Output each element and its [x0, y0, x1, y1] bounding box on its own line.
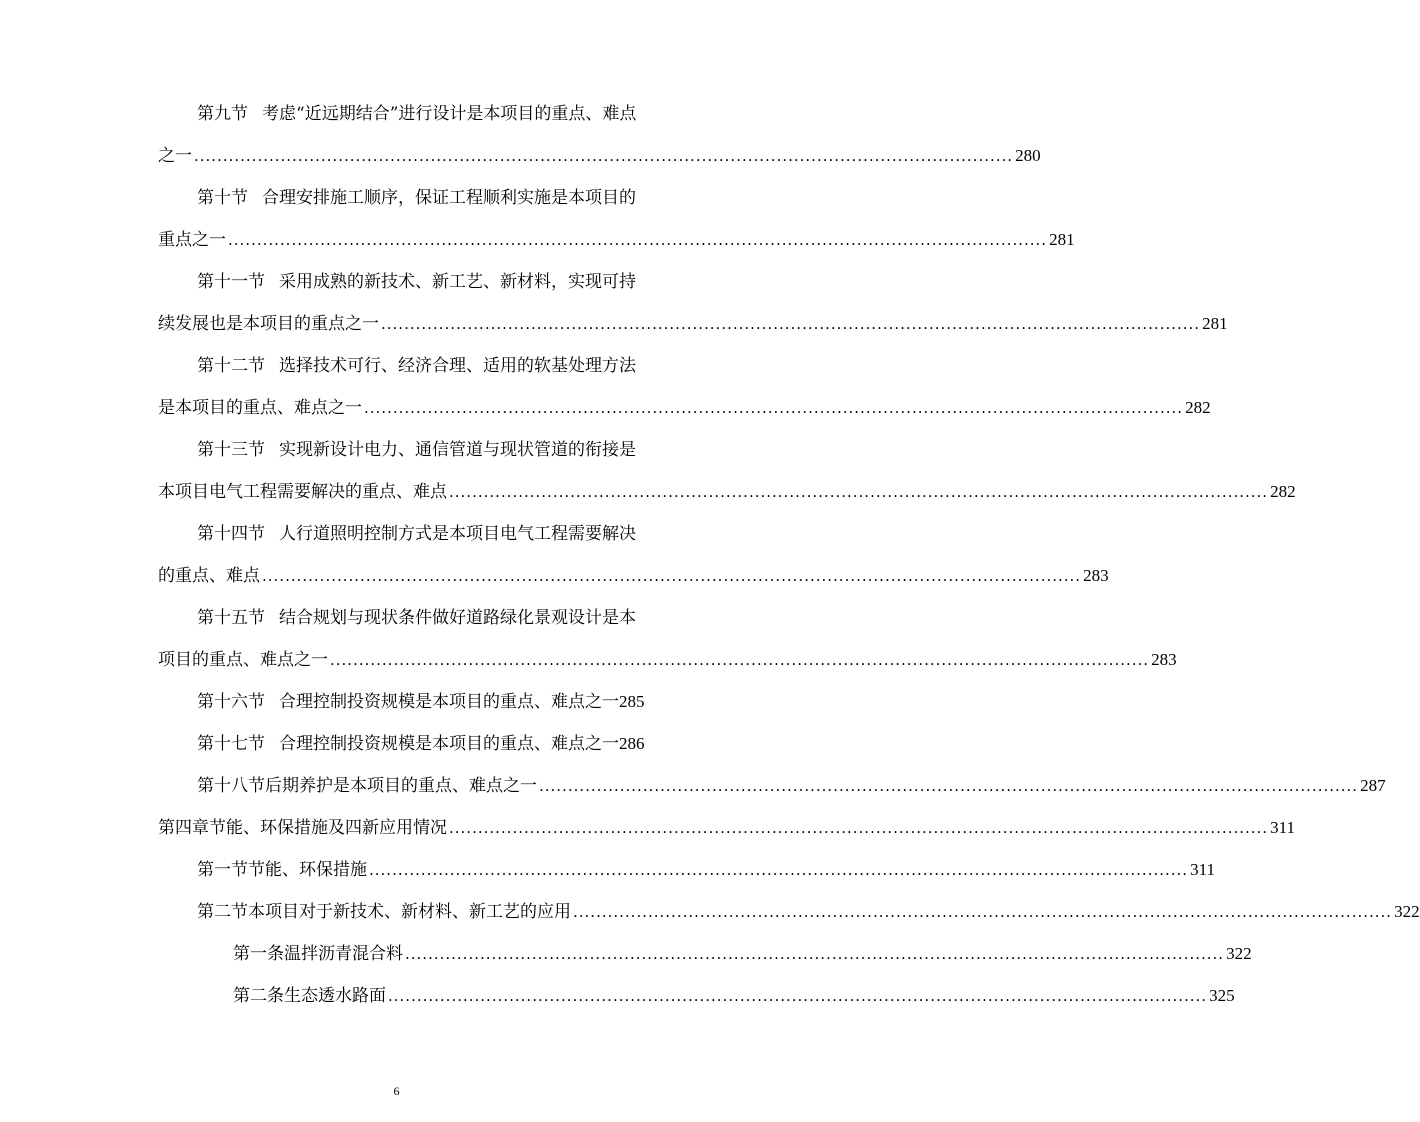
toc-leader: ..............................................................................................................................................	[405, 945, 1225, 963]
toc-title-part2: 的重点、难点	[158, 566, 260, 586]
toc-label: 第十五节	[197, 608, 265, 628]
toc-page-number: 282	[1270, 482, 1296, 501]
toc-label: 第九节	[197, 104, 248, 124]
toc-entry[interactable]	[197, 683, 679, 713]
toc-label: 第一条	[233, 944, 284, 964]
toc-entry-line2[interactable]	[158, 221, 1075, 251]
toc-entry-line2[interactable]	[158, 641, 1177, 671]
toc-page-number: 281	[1049, 230, 1075, 249]
toc-page-number: 325	[1209, 986, 1235, 1005]
toc-page-number: 311	[1270, 818, 1295, 837]
toc-leader: ..............................................................................................................................................	[449, 819, 1269, 837]
toc-page-number: 311	[1190, 860, 1215, 879]
toc-entry-line2[interactable]	[158, 557, 1109, 587]
toc-leader: ..............................................................................................................................................	[539, 777, 1359, 795]
toc-sub-entry[interactable]	[233, 977, 1235, 1007]
toc-leader: ..............................................................................................................................................	[573, 903, 1393, 921]
toc-title-part1: 考虑“近远期结合”进行设计是本项目的重点、难点	[262, 104, 637, 124]
toc-leader: ..............................................................................................................................................	[228, 231, 1048, 249]
toc-leader: ..............................................................................................................................................	[388, 987, 1208, 1005]
toc-label: 第十三节	[197, 440, 265, 460]
toc-title: 本项目对于新技术、新材料、新工艺的应用	[248, 902, 571, 922]
toc-entry-line2[interactable]	[158, 389, 1211, 419]
toc-label: 第十节	[197, 188, 248, 208]
toc-label: 第二条	[233, 986, 284, 1006]
toc-entry[interactable]	[197, 851, 1215, 881]
toc-page-number: 280	[1015, 146, 1041, 165]
toc-leader: ..............................................................................................................................................	[194, 147, 1014, 165]
toc-entry-line1	[197, 95, 663, 125]
toc-title: 节能、环保措施及四新应用情况	[209, 818, 447, 838]
toc-page-number: 286	[619, 734, 645, 753]
toc-title: 后期养护是本项目的重点、难点之一	[265, 776, 537, 796]
toc-label: 第一节	[197, 860, 248, 880]
toc-entry[interactable]	[197, 767, 1386, 797]
toc-page-number: 285	[619, 692, 645, 711]
toc-entry-line1	[197, 431, 673, 461]
toc-title-part1: 人行道照明控制方式是本项目电气工程需要解决	[279, 524, 636, 544]
toc-entry[interactable]	[197, 725, 681, 755]
toc-entry-line1	[197, 515, 673, 545]
toc-leader: ..............................................................................................................................................	[262, 567, 1082, 585]
toc-entry-line1	[197, 347, 673, 377]
toc-entry-line1	[197, 599, 673, 629]
toc-label: 第十二节	[197, 356, 265, 376]
toc-label: 第十七节	[197, 734, 265, 754]
toc-label: 第十一节	[197, 272, 265, 292]
toc-entry-line2[interactable]	[158, 137, 1041, 167]
toc-label: 第十八节	[197, 776, 265, 796]
toc-entry-line2[interactable]	[158, 473, 1296, 503]
toc-title-part1: 采用成熟的新技术、新工艺、新材料，实现可持	[279, 272, 636, 292]
toc-title-part2: 重点之一	[158, 230, 226, 250]
toc-page-number: 283	[1151, 650, 1177, 669]
toc-label: 第二节	[197, 902, 248, 922]
toc-title-part1: 选择技术可行、经济合理、适用的软基处理方法	[279, 356, 636, 376]
toc-chapter-entry[interactable]	[158, 809, 1295, 839]
toc-title-part2: 之一	[158, 146, 192, 166]
toc-title-part1: 合理安排施工顺序，保证工程顺利实施是本项目的	[262, 188, 636, 208]
toc-page-number: 287	[1360, 776, 1386, 795]
toc-leader: ..............................................................................................................................................	[330, 651, 1150, 669]
toc-title: 合理控制投资规模是本项目的重点、难点之一	[279, 734, 619, 754]
toc-page-number: 281	[1202, 314, 1228, 333]
toc-title-part2: 是本项目的重点、难点之一	[158, 398, 362, 418]
toc-title: 节能、环保措施	[248, 860, 367, 880]
toc-title-part2: 本项目电气工程需要解决的重点、难点	[158, 482, 447, 502]
toc-sub-entry[interactable]	[233, 935, 1252, 965]
toc-leader: ..............................................................................................................................................	[381, 315, 1201, 333]
toc-label: 第十六节	[197, 692, 265, 712]
toc-entry-line1	[197, 263, 673, 293]
page-number-footer: 6	[393, 1084, 400, 1098]
toc-title-part1: 结合规划与现状条件做好道路绿化景观设计是本	[279, 608, 636, 628]
toc-page-number: 322	[1226, 944, 1252, 963]
toc-page-number: 283	[1083, 566, 1109, 585]
toc-entry-line2[interactable]	[158, 305, 1228, 335]
toc-page-number: 322	[1394, 902, 1420, 921]
toc-entry[interactable]	[197, 893, 1420, 923]
toc-label: 第四章	[158, 818, 209, 838]
toc-entry-line1	[197, 179, 673, 209]
toc-title-part1: 实现新设计电力、通信管道与现状管道的衔接是	[279, 440, 636, 460]
toc-title: 生态透水路面	[284, 986, 386, 1006]
toc-title-part2: 项目的重点、难点之一	[158, 650, 328, 670]
toc-title: 温拌沥青混合料	[284, 944, 403, 964]
toc-label: 第十四节	[197, 524, 265, 544]
toc-leader: ..............................................................................................................................................	[364, 399, 1184, 417]
toc-page-number: 282	[1185, 398, 1211, 417]
toc-title-part2: 续发展也是本项目的重点之一	[158, 314, 379, 334]
toc-title: 合理控制投资规模是本项目的重点、难点之一	[279, 692, 619, 712]
toc-leader: ..............................................................................................................................................	[369, 861, 1189, 879]
toc-leader: ..............................................................................................................................................	[449, 483, 1269, 501]
